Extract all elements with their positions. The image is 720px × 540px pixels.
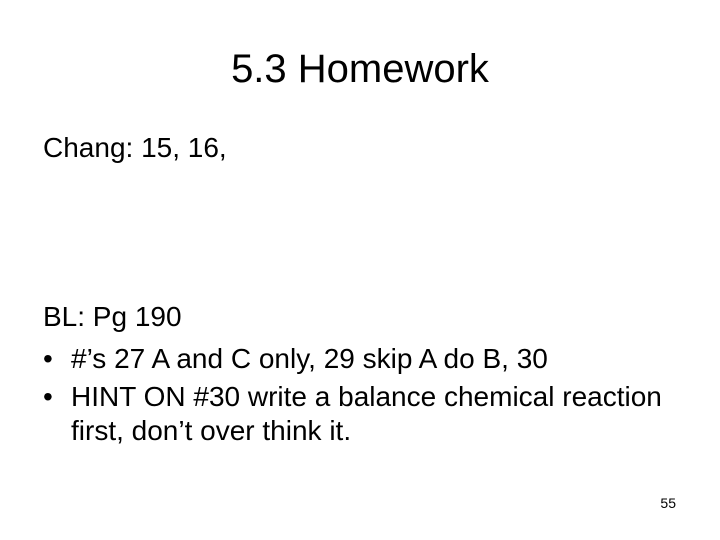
list-item — [43, 342, 671, 376]
bullet-text: HINT ON #30 write a balance chemical reaction first, don’t over think it. — [71, 381, 662, 446]
chang-assignment: Chang: 15, 16, — [43, 132, 227, 163]
list-item — [43, 380, 671, 448]
bullet-text: #’s 27 A and C only, 29 skip A do B, 30 — [71, 343, 548, 374]
page-number: 55 — [660, 495, 676, 511]
slide-title: 5.3 Homework — [231, 47, 489, 91]
bullet-icon: • — [43, 343, 53, 374]
bl-assignment: BL: Pg 190 — [43, 301, 182, 332]
bl-bullet-list — [43, 342, 671, 452]
bullet-icon: • — [43, 381, 53, 412]
